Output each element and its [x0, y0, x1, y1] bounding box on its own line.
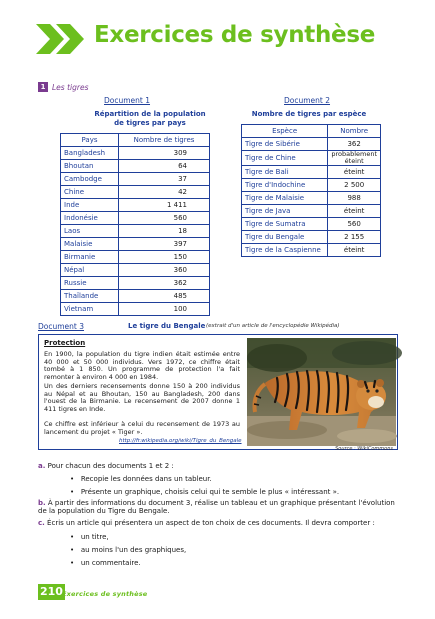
table-cell-value: 988 [328, 192, 381, 205]
table-cell-value: 42 [119, 186, 210, 199]
tiger-image [247, 338, 396, 446]
table-cell-value: 18 [119, 225, 210, 238]
column-header: Espèce [242, 125, 328, 138]
double-chevron-icon [36, 24, 88, 54]
table-cell-label: Cambodge [61, 173, 119, 186]
table-cell-label: Tigre de Bali [242, 166, 328, 179]
section-number: 1 [38, 82, 48, 92]
table-header-row [61, 134, 210, 147]
table-row [61, 225, 210, 238]
document-1-link[interactable]: Document 1 [104, 96, 151, 105]
footer-label: Exercices de synthèse [62, 590, 148, 598]
table-row [242, 231, 381, 244]
table-row [61, 160, 210, 173]
table-cell-label: Laos [61, 225, 119, 238]
bullet-icon: • [70, 559, 75, 567]
table-cell-value: 2 500 [328, 179, 381, 192]
table-row [242, 151, 381, 166]
table-cell-label: Chine [61, 186, 119, 199]
column-header: Pays [61, 134, 119, 147]
table-cell-label: Russie [61, 277, 119, 290]
paragraph-2: Un des derniers recensements donne 150 à 200 individus au Népal et au Bhoutan, 150 au Bangladesh, 200 dans l'ouest de la Birmanie. Le recensement de 2007 donne 1 411 tigres en Inde. [44, 382, 240, 413]
tigers-by-species-table [241, 124, 381, 257]
table-cell-value: 485 [119, 290, 210, 303]
list-item-text: un commentaire. [80, 559, 141, 567]
table-cell-value: 560 [328, 218, 381, 231]
page-title: Exercices de synthèse [94, 22, 376, 48]
list-item-text: au moins l'un des graphiques, [80, 546, 187, 554]
bullet-icon: • [70, 533, 75, 541]
photo-source: Source : WikiCommons [335, 446, 393, 452]
document-1-title-line1: Répartition de la population [94, 110, 206, 118]
table-cell-value: 360 [119, 264, 210, 277]
table-row [242, 218, 381, 231]
paragraph-1: En 1900, la population du tigre indien était estimée entre 40 000 et 50 000 individus. Vers 1972, ce chiffre était tombé à 1 850. Un programme de protection l'a fait remonter à environ 4 000 en 1984. [44, 350, 240, 381]
question-b-letter: b. [38, 499, 46, 507]
table-cell-label: Tigre d'Indochine [242, 179, 328, 192]
list-item-text: un titre, [80, 533, 109, 541]
wikipedia-link[interactable]: http://fr.wikipedia.org/wiki/Tigre_du_Bengale [119, 438, 242, 444]
question-a [38, 462, 398, 470]
table-cell-label: Vietnam [61, 303, 119, 316]
table-cell-value: 309 [119, 147, 210, 160]
table-cell-value: 150 [119, 251, 210, 264]
table-row [61, 147, 210, 160]
table-row [61, 173, 210, 186]
list-item [70, 559, 141, 567]
section-title: Les tigres [52, 82, 89, 92]
list-item-text: Recopie les données dans un tableur. [80, 475, 212, 483]
table-cell-label: Bangladesh [61, 147, 119, 160]
question-a-text: Pour chacun des documents 1 et 2 : [47, 462, 174, 470]
table-row [61, 186, 210, 199]
table-cell-label: Malaisie [61, 238, 119, 251]
protection-title: Protection [44, 339, 86, 347]
list-item [70, 488, 339, 496]
question-a-letter: a. [38, 462, 46, 470]
document-3-source: (extrait d'un article de l'encyclopédie Wikipédia) [206, 323, 340, 329]
table-cell-label: Tigre de Chine [242, 151, 328, 166]
population-by-country-table [60, 133, 210, 316]
table-row [61, 277, 210, 290]
column-header: Nombre [328, 125, 381, 138]
list-item-text: Présente un graphique, choisis celui qui te semble le plus « intéressant ». [80, 488, 340, 496]
table-cell-value: probablement éteint [328, 151, 381, 166]
table-cell-value: éteint [328, 205, 381, 218]
table-cell-value: 362 [119, 277, 210, 290]
bullet-icon: • [70, 546, 75, 554]
document-3-title: Le tigre du Bengale [128, 322, 206, 330]
document-3-link[interactable]: Document 3 [38, 322, 85, 331]
bullet-icon: • [70, 488, 75, 496]
table-cell-label: Népal [61, 264, 119, 277]
table-cell-label: Birmanie [61, 251, 119, 264]
table-row [61, 264, 210, 277]
page-header [36, 20, 416, 60]
bullet-icon: • [70, 475, 75, 483]
page-number: 210 [40, 585, 63, 598]
table-cell-value: 397 [119, 238, 210, 251]
table-header-row [242, 125, 381, 138]
protection-box [38, 334, 398, 450]
list-item [70, 475, 212, 483]
table-row [61, 199, 210, 212]
document-1-title [90, 110, 210, 127]
table-cell-label: Tigre de Malaisie [242, 192, 328, 205]
question-c [38, 519, 398, 527]
tiger-photo [247, 338, 396, 452]
table-cell-label: Bhoutan [61, 160, 119, 173]
document-1-title-line2: de tigres par pays [114, 118, 186, 127]
document-2-title: Nombre de tigres par espèce [251, 110, 367, 118]
paragraph-3: Ce chiffre est inférieur à celui du recensement de 1973 au lancement du projet « Tiger ». [44, 420, 240, 436]
question-b-text: À partir des informations du document 3, réalise un tableau et un graphique présentant l'évolution de la population du Tigre du Bengale. [38, 499, 395, 516]
question-b [38, 499, 398, 516]
table-cell-value: éteint [328, 244, 381, 257]
table-row [242, 192, 381, 205]
table-row [61, 290, 210, 303]
question-c-letter: c. [38, 519, 45, 527]
table-row [61, 303, 210, 316]
table-cell-value: 100 [119, 303, 210, 316]
list-item [70, 546, 186, 554]
table-cell-label: Tigre de Sumatra [242, 218, 328, 231]
table-cell-value: 64 [119, 160, 210, 173]
table-cell-value: 362 [328, 138, 381, 151]
table-row [61, 212, 210, 225]
table-cell-label: Tigre du Bengale [242, 231, 328, 244]
table-row [242, 138, 381, 151]
list-item [70, 533, 109, 541]
table-cell-value: 560 [119, 212, 210, 225]
table-cell-value: 37 [119, 173, 210, 186]
table-cell-label: Inde [61, 199, 119, 212]
table-row [61, 251, 210, 264]
table-cell-value: 2 155 [328, 231, 381, 244]
table-cell-label: Thaïlande [61, 290, 119, 303]
table-cell-label: Tigre de Java [242, 205, 328, 218]
question-c-text: Écris un article qui présentera un aspect de ton choix de ces documents. Il devra comporter : [47, 519, 375, 527]
section-heading [38, 82, 88, 92]
table-row [242, 205, 381, 218]
table-cell-label: Indonésie [61, 212, 119, 225]
table-cell-value: 1 411 [119, 199, 210, 212]
table-cell-label: Tigre de Sibérie [242, 138, 328, 151]
table-row [242, 166, 381, 179]
table-row [242, 244, 381, 257]
column-header: Nombre de tigres [119, 134, 210, 147]
table-row [242, 179, 381, 192]
table-cell-value: éteint [328, 166, 381, 179]
table-row [61, 238, 210, 251]
table-cell-label: Tigre de la Caspienne [242, 244, 328, 257]
document-2-link[interactable]: Document 2 [284, 96, 331, 105]
